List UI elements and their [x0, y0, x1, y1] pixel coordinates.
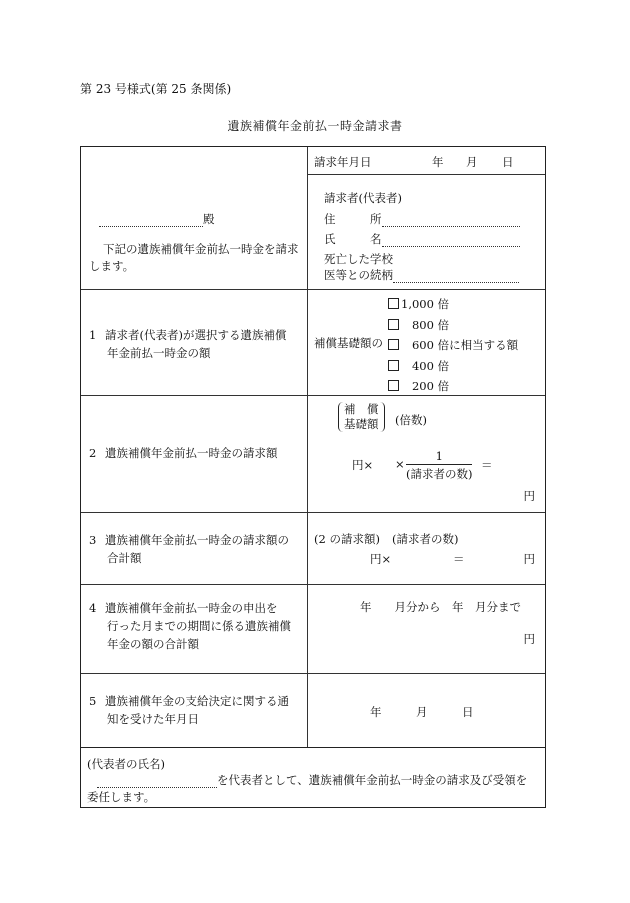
- form-title: 遺族補償年金前払一時金請求書: [227, 119, 403, 133]
- row-1: [81, 290, 545, 396]
- row-2-text: 遺族補償年金前払一時金の請求額: [105, 446, 278, 460]
- checkbox[interactable]: [388, 319, 399, 330]
- year-label: 年: [432, 155, 444, 169]
- fraction: [406, 449, 472, 482]
- footer-delegation: [80, 748, 546, 808]
- delegation-text-2: 委任します。: [87, 790, 156, 804]
- yen-unit: 円: [523, 489, 535, 503]
- header-row: [81, 147, 545, 290]
- address-field[interactable]: [382, 214, 520, 227]
- row-5-text-2: 知を受けた年月日: [107, 712, 199, 726]
- form-number: 第 23 号様式(第 25 条関係): [80, 82, 232, 96]
- option-1000[interactable]: 1,000 倍: [388, 294, 518, 315]
- checkbox[interactable]: [388, 380, 399, 391]
- name-label: 氏 名: [324, 232, 382, 246]
- row-3-label-2: (請求者の数): [392, 532, 459, 546]
- option-600[interactable]: 600 倍に相当する額: [388, 335, 518, 356]
- row-3-text-1: 遺族補償年金前払一時金の請求額の: [105, 533, 289, 547]
- row-3-yen-times: 円×: [370, 552, 392, 566]
- option-200[interactable]: 200 倍: [388, 376, 518, 397]
- relation-field[interactable]: [393, 270, 519, 283]
- bracket-bottom: 基礎額: [344, 417, 379, 431]
- representative-name-field[interactable]: [97, 775, 217, 788]
- addressee-cell: [81, 147, 308, 289]
- row-5-text-1: 遺族補償年金の支給決定に関する通: [105, 694, 289, 708]
- address-label: 住 所: [324, 212, 382, 226]
- row-2-number: 2: [89, 446, 97, 460]
- row-3: [81, 513, 545, 585]
- bracket-top: 補 償: [344, 402, 379, 416]
- multiple-options: [388, 294, 518, 397]
- row-5: [81, 674, 545, 747]
- basis-label: 補償基礎額の: [314, 336, 383, 350]
- yen-times: 円×: [352, 458, 374, 472]
- addressee-field[interactable]: [99, 214, 203, 227]
- multiple-label: (倍数): [395, 413, 427, 427]
- request-text: 下記の遺族補償年金前払一時金を請求します。: [89, 242, 299, 273]
- row-5-number: 5: [89, 694, 97, 708]
- numerator: 1: [406, 449, 472, 465]
- representative-label: (代表者の氏名): [87, 757, 165, 771]
- month-label: 月: [466, 155, 478, 169]
- checkbox[interactable]: [388, 339, 399, 350]
- row-4-text-3: 年金の額の合計額: [107, 637, 199, 651]
- claimant-cell: [308, 147, 545, 289]
- row-1-text-2: 年金前払一時金の額: [107, 346, 211, 360]
- times: ×: [395, 457, 405, 471]
- row-4-yen: 円: [523, 632, 535, 646]
- row-2: [81, 396, 545, 513]
- addressee-suffix: 殿: [203, 212, 215, 226]
- row-3-yen: 円: [523, 552, 535, 566]
- row-1-number: 1: [89, 328, 97, 342]
- delegation-text-1: を代表者として、遺族補償年金前払一時金の請求及び受領を: [217, 773, 528, 787]
- day-label: 日: [502, 155, 514, 169]
- row-3-text-2: 合計額: [107, 551, 142, 565]
- period: 年 月分から 年 月分まで: [360, 600, 521, 614]
- relation-label-2: 医等との続柄: [324, 268, 393, 282]
- request-date-label: 請求年月日: [314, 155, 372, 169]
- row-4: [81, 585, 545, 674]
- row-4-text-2: 行った月までの期間に係る遺族補償: [107, 619, 291, 633]
- bracket: [338, 402, 385, 432]
- row-4-text-1: 遺族補償年金前払一時金の申出を: [105, 601, 278, 615]
- option-400[interactable]: 400 倍: [388, 356, 518, 377]
- relation-label-1: 死亡した学校: [324, 252, 393, 266]
- checkbox[interactable]: [388, 360, 399, 371]
- denominator: (請求者の数): [406, 467, 473, 481]
- row-3-number: 3: [89, 533, 97, 547]
- checkbox[interactable]: [388, 298, 399, 309]
- row-3-equals: ＝: [453, 552, 465, 566]
- option-800[interactable]: 800 倍: [388, 315, 518, 336]
- form-table: [80, 146, 546, 748]
- row-3-label-1: (2 の請求額): [314, 532, 380, 546]
- request-date-row: [308, 147, 545, 175]
- claimant-label: 請求者(代表者): [324, 191, 402, 205]
- row-4-number: 4: [89, 601, 97, 615]
- notice-date: 年 月 日: [370, 705, 474, 719]
- row-1-text-1: 請求者(代表者)が選択する遺族補償: [105, 328, 287, 342]
- equals: ＝: [481, 458, 493, 472]
- name-field[interactable]: [382, 234, 520, 247]
